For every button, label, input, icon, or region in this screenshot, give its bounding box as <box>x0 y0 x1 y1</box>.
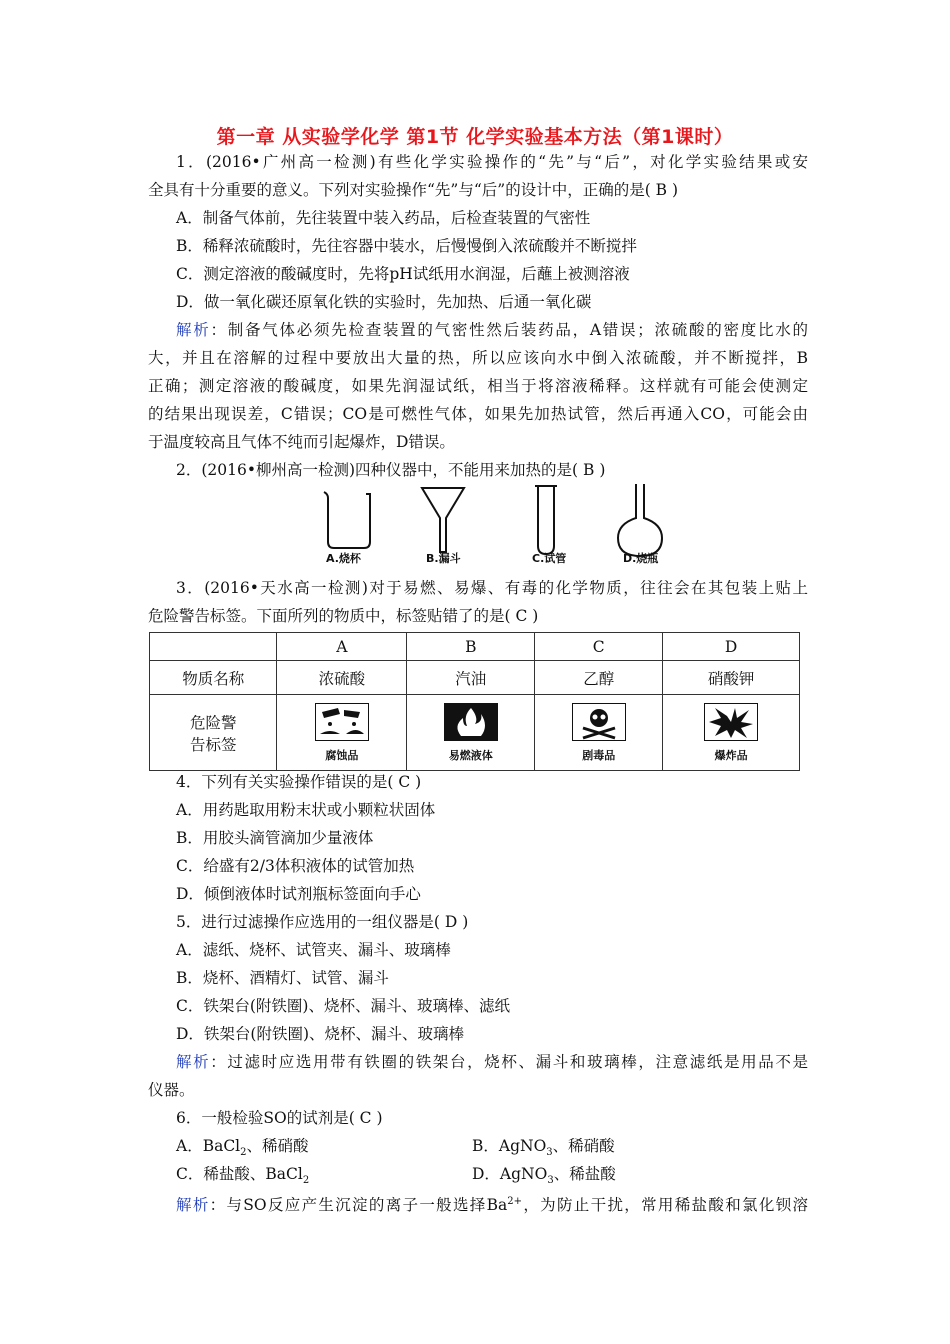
flame-icon <box>444 703 498 741</box>
col-header-c: C <box>535 633 663 661</box>
q5-analysis-line1 <box>176 1052 808 1072</box>
q6-stem: 6．一般检验SO的试剂是( C ) <box>176 1109 383 1127</box>
analysis-label: 解析 <box>176 1196 210 1215</box>
q4-stem: 4．下列有关实验操作错误的是( C ) <box>176 773 422 791</box>
row-header-name: 物质名称 <box>150 661 277 695</box>
q1-analysis-line4: 的结果出现误差，C错误；CO是可燃性气体，如果先加热试管，然后再通入CO，可能会由 <box>148 405 808 423</box>
q5-option-c: C．铁架台(附铁圈)、烧杯、漏斗、玻璃棒、滤纸 <box>176 997 510 1015</box>
analysis-label: 解析 <box>176 321 211 339</box>
q1-analysis-line3: 正确；测定溶液的酸碱度，如果先润湿试纸，相当于将溶液稀释。这样就有可能会使测定 <box>148 377 808 395</box>
q4-option-c: C．给盛有2/3体积液体的试管加热 <box>176 857 415 875</box>
analysis-label: 解析 <box>176 1053 211 1071</box>
q6-option-c: C．稀盐酸、BaCl$_2$ <box>176 1165 310 1187</box>
q5-analysis-line2: 仪器。 <box>148 1081 195 1099</box>
sign-cell-d <box>663 695 800 771</box>
corrosive-icon <box>315 703 369 741</box>
q5-option-a: A．滤纸、烧杯、试管夹、漏斗、玻璃棒 <box>176 941 451 959</box>
q4-option-d: D．倾倒液体时试剂瓶标签面向手心 <box>176 885 421 903</box>
test-tube-icon <box>535 486 557 554</box>
substance-b: 汽油 <box>407 661 535 695</box>
q3-stem-line2: 危险警告标签。下面所列的物质中，标签贴错了的是( C ) <box>148 607 539 625</box>
table-row <box>150 661 800 695</box>
hazard-label-table <box>149 632 800 771</box>
sign-cell-c <box>535 695 663 771</box>
beaker-icon <box>324 492 370 548</box>
substance-c: 乙醇 <box>535 661 663 695</box>
row-header-label-b: 告标签 <box>189 735 237 754</box>
label-flask: D.烧瓶 <box>623 552 659 565</box>
q1-stem-line2: 全具有十分重要的意义。下列对实验操作“先”与“后”的设计中，正确的是( B ) <box>148 181 679 199</box>
explosion-icon <box>704 703 758 741</box>
funnel-icon <box>422 488 464 552</box>
q3-stem-line1: 3．(2016•天水高一检测)对于易燃、易爆、有毒的化学物质，往往会在其包装上贴上 <box>176 579 808 597</box>
q6-analysis-sup: 2+ <box>507 1196 523 1207</box>
sign-label-flammable: 易燃液体 <box>448 748 493 762</box>
substance-a: 浓硫酸 <box>277 661 407 695</box>
label-test-tube: C.试管 <box>532 552 567 565</box>
q5-stem: 5．进行过滤操作应选用的一组仪器是( D ) <box>176 913 469 931</box>
col-header-a: A <box>277 633 407 661</box>
q4-option-b: B．用胶头滴管滴加少量液体 <box>176 829 374 847</box>
table-row <box>150 633 800 661</box>
sign-label-toxic: 剧毒品 <box>582 748 616 762</box>
q6-analysis-line1 <box>176 1192 808 1215</box>
q1-analysis-text1: ：制备气体必须先检查装置的气密性然后装药品，A错误；浓硫酸的密度比水的 <box>210 321 808 339</box>
label-beaker: A.烧杯 <box>326 552 361 565</box>
q1-analysis-line2: 大，并且在溶解的过程中要放出大量的热，所以应该向水中倒入浓硫酸，并不断搅拌，B <box>148 349 808 367</box>
q1-analysis-line5: 于温度较高且气体不纯而引起爆炸，D错误。 <box>148 433 455 451</box>
q6-options-row2 <box>176 1164 808 1191</box>
table-cell <box>150 633 277 661</box>
sign-label-explosive: 爆炸品 <box>714 748 748 762</box>
row-header-label <box>150 695 277 771</box>
page-title: 第一章 从实验学化学 第1节 化学实验基本方法（第1课时） <box>216 126 734 148</box>
q6-option-d: D．AgNO$_3$、稀盐酸 <box>472 1165 616 1187</box>
q1-option-c: C．测定溶液的酸碱度时，先将pH试纸用水润湿，后蘸上被测溶液 <box>176 265 630 283</box>
label-funnel: B.漏斗 <box>426 552 461 565</box>
skull-icon <box>572 703 626 741</box>
q2-stem: 2．(2016•柳州高一检测)四种仪器中，不能用来加热的是( B ) <box>176 461 606 479</box>
table-row <box>150 695 800 771</box>
row-header-label-a: 危险警 <box>189 713 237 732</box>
q1-stem-line1: 1．(2016•广州高一检测)有些化学实验操作的“先”与“后”，对化学实验结果或安 <box>176 153 808 171</box>
q6-option-a: A．BaCl$_2$、稀硝酸 <box>176 1137 309 1159</box>
flask-icon <box>618 484 662 556</box>
substance-d: 硝酸钾 <box>663 661 800 695</box>
col-header-b: B <box>407 633 535 661</box>
q4-option-a: A．用药匙取用粉末状或小颗粒状固体 <box>176 801 436 819</box>
q6-options-row1 <box>176 1136 808 1163</box>
col-header-d: D <box>663 633 800 661</box>
q5-analysis-text1: ：过滤时应选用带有铁圈的铁架台，烧杯、漏斗和玻璃棒，注意滤纸是用品不是 <box>210 1053 808 1071</box>
sign-cell-b <box>407 695 535 771</box>
q5-option-b: B．烧杯、酒精灯、试管、漏斗 <box>176 969 389 987</box>
q1-analysis-line1 <box>176 320 808 340</box>
sign-cell-a <box>277 695 407 771</box>
sign-label-corrosive: 腐蚀品 <box>325 748 359 762</box>
q6-analysis-text1: ：与SO反应产生沉淀的离子一般选择Ba <box>209 1196 508 1215</box>
q1-option-d: D．做一氧化碳还原氧化铁的实验时，先加热、后通一氧化碳 <box>176 293 592 311</box>
q6-analysis-text2: ，为防止干扰，常用稀盐酸和氯化钡溶 <box>522 1196 808 1215</box>
q5-option-d: D．铁架台(附铁圈)、烧杯、漏斗、玻璃棒 <box>176 1025 465 1043</box>
q1-option-b: B．稀释浓硫酸时，先往容器中装水，后慢慢倒入浓硫酸并不断搅拌 <box>176 237 637 255</box>
q1-option-a: A．制备气体前，先往装置中装入药品，后检查装置的气密性 <box>176 209 591 227</box>
q6-option-b: B．AgNO$_3$、稀硝酸 <box>472 1137 615 1159</box>
